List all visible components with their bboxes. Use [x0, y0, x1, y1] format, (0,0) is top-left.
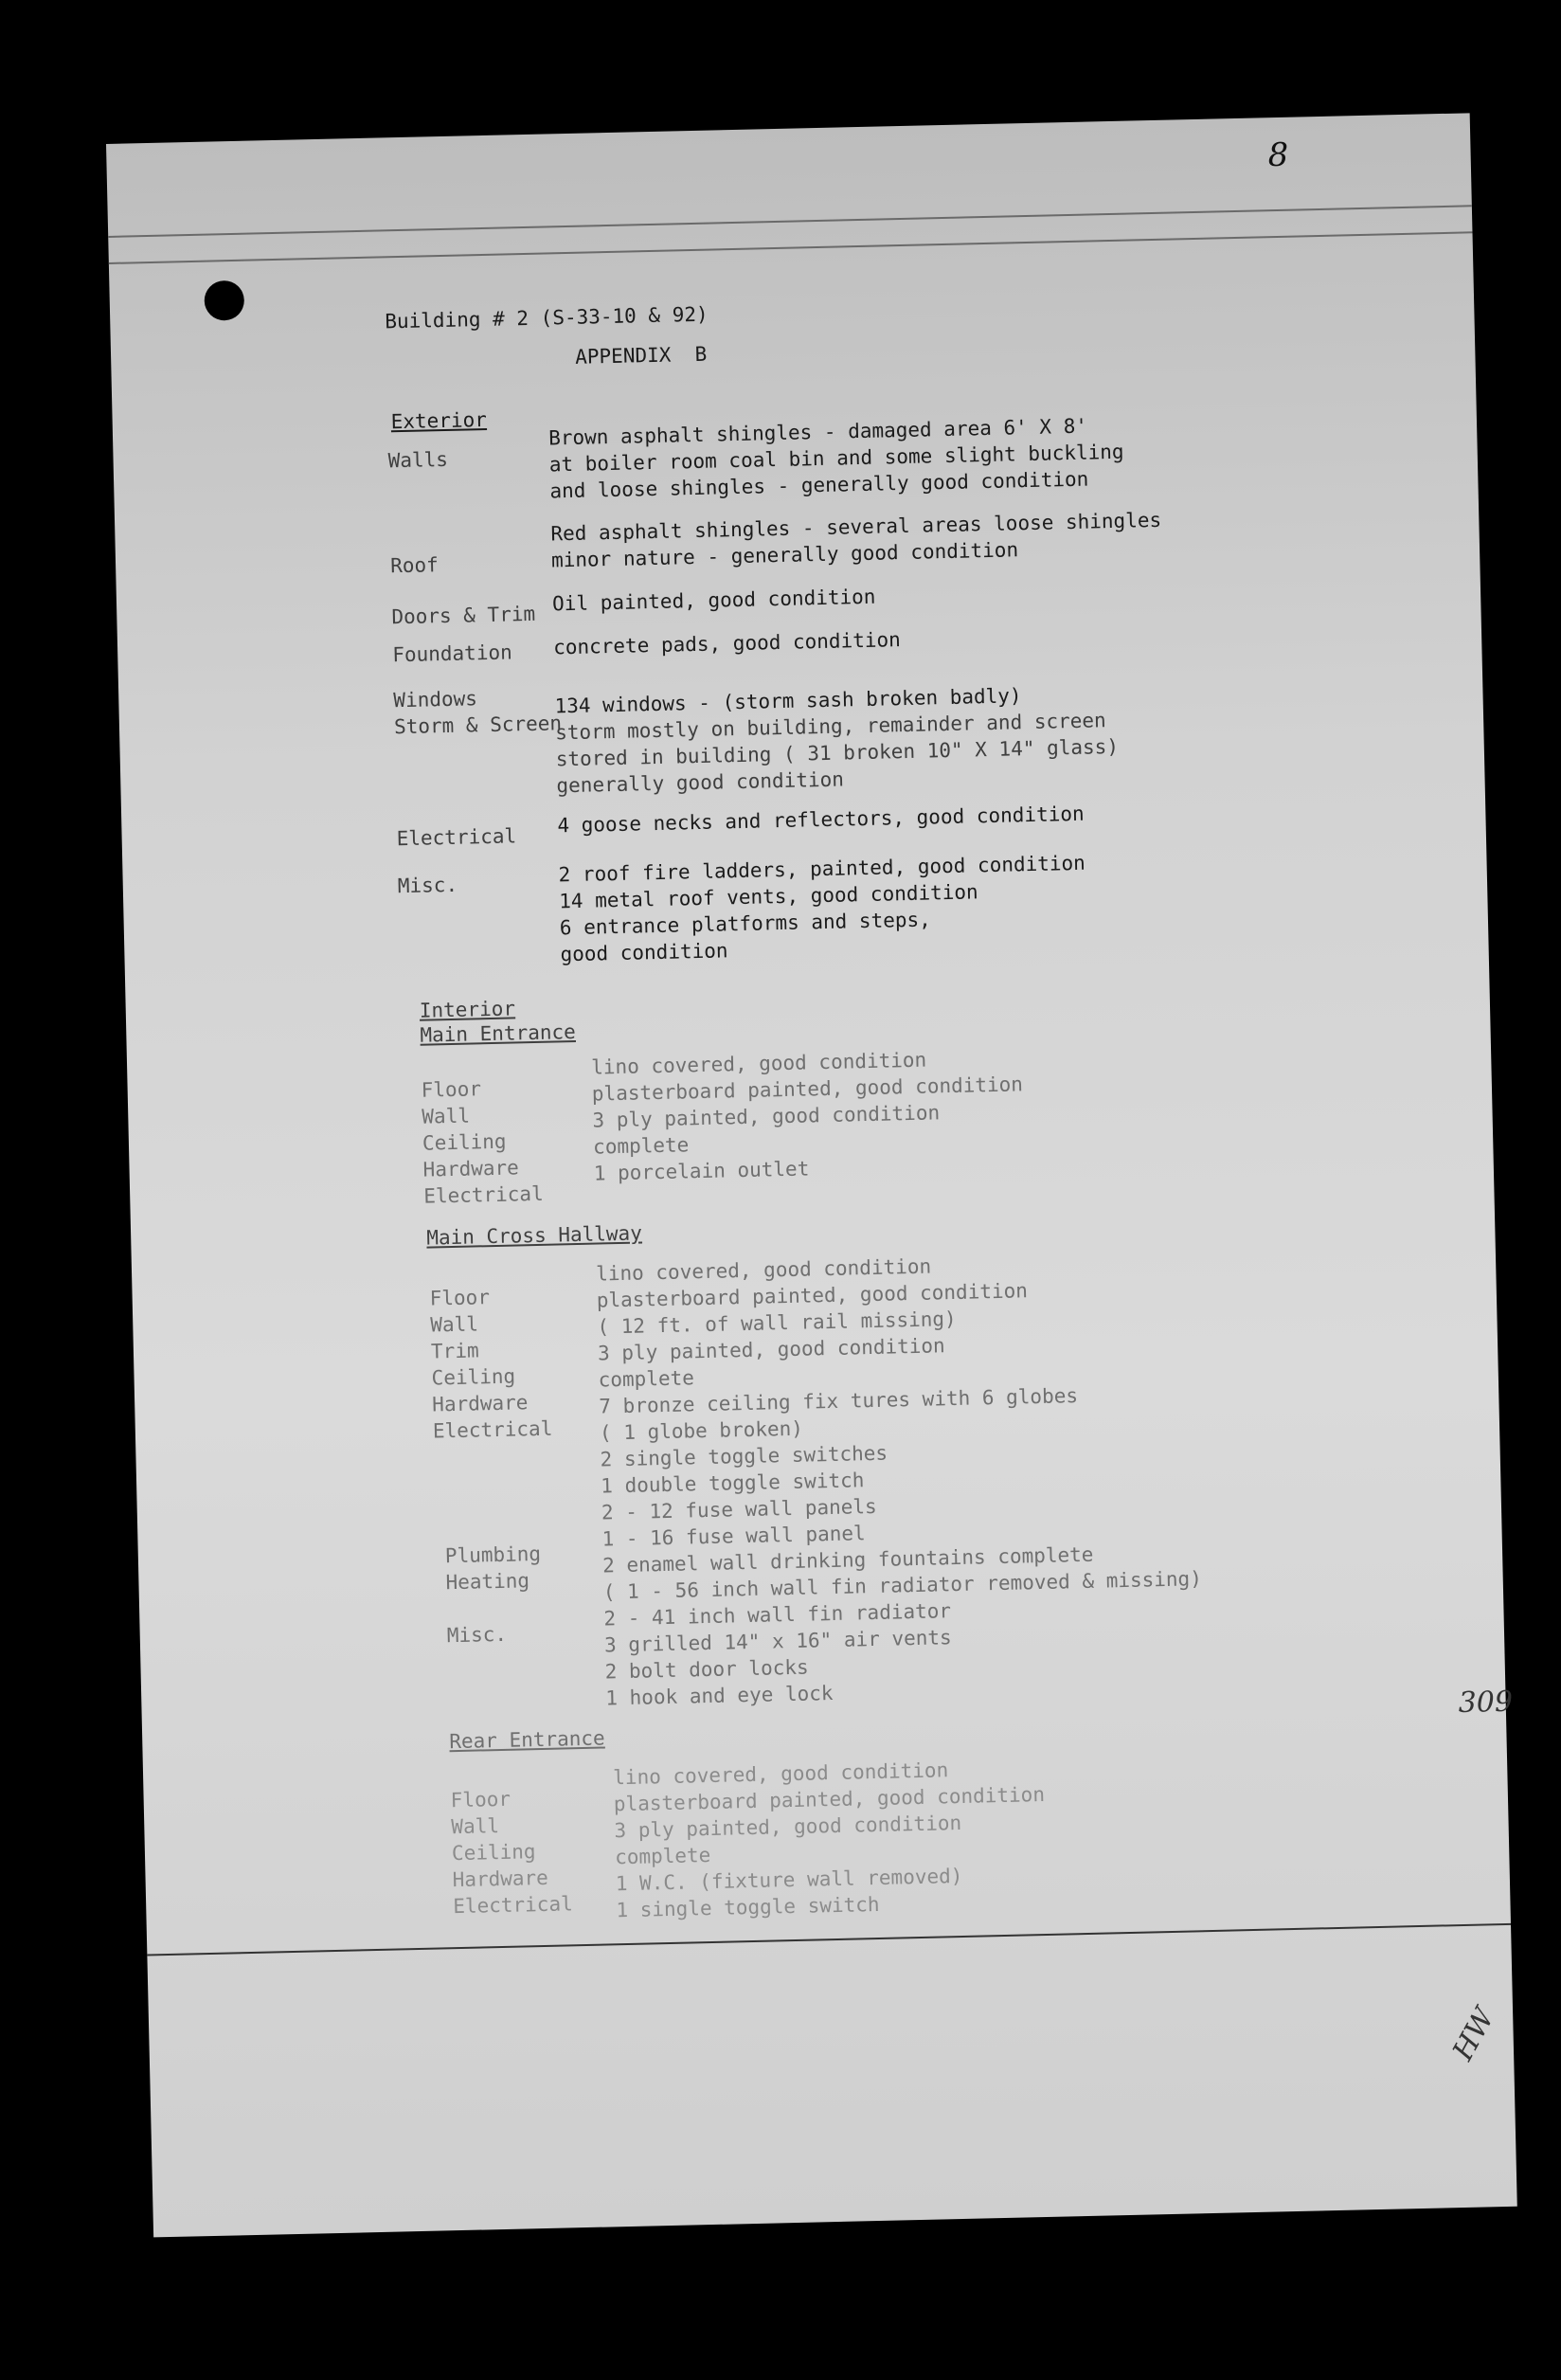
exterior-heading: Exterior — [390, 407, 488, 434]
row-value-line: 2 roof fire ladders, painted, good condition — [558, 851, 1086, 887]
row-value-line: Oil painted, good condition — [551, 585, 876, 616]
row-label: Doors & Trim — [391, 602, 536, 629]
hallway-labels-top: Floor Wall Trim Ceiling Hardware Electrical — [429, 1286, 553, 1443]
row-value-line: concrete pads, good condition — [552, 628, 902, 659]
row-label: Electrical — [396, 824, 517, 851]
row-value-line: Brown asphalt shingles - damaged area 6' X 8' — [547, 414, 1088, 450]
row-value-line: storm mostly on building, remainder and screen — [554, 709, 1106, 745]
page-number: 8 — [1267, 135, 1289, 175]
row-value-line: stored in building ( 31 broken 10" X 14" glass) — [555, 734, 1120, 771]
row-label: Foundation — [392, 640, 512, 667]
document-page — [106, 113, 1517, 2237]
row-label: Roof — [389, 553, 440, 578]
rear-entrance-values: lino covered, good condition plasterboard painted, good condition 3 ply painted, good condition complete 1 W.C. (fixture wall removed) 1 single toggle switch — [612, 1758, 1046, 1922]
rear-entrance-heading: Rear Entrance — [449, 1726, 605, 1754]
row-value-line: generally good condition — [556, 767, 845, 798]
rear-entrance-labels: Floor Wall Ceiling Hardware Electrical — [450, 1787, 573, 1919]
punch-hole — [204, 280, 244, 321]
bottom-rule — [147, 1923, 1511, 1956]
top-rule-secondary — [109, 231, 1473, 264]
row-value-line: minor nature - generally good condition — [550, 538, 1019, 572]
building-title: Building # 2 (S-33-10 & 92) — [385, 302, 709, 334]
row-label: Windows Storm & Screen — [393, 687, 563, 739]
row-value-line: 4 goose necks and reflectors, good condition — [557, 802, 1085, 838]
main-cross-hallway-heading: Main Cross Hallway — [426, 1221, 643, 1250]
handwritten-initials: HW — [1446, 2002, 1502, 2066]
row-value-line: 134 windows - (storm sash broken badly) — [554, 684, 1022, 718]
hallway-labels-bottom: Plumbing Heating Misc. — [444, 1542, 542, 1648]
handwritten-margin-number: 309 — [1458, 1685, 1514, 1721]
row-label: Misc. — [397, 873, 458, 898]
hallway-values: lino covered, good condition plasterboard painted, good condition ( 12 ft. of wall rail missing) 3 ply painted, good condition complete 7 bronze ceiling fix tures with 6 globes ( 1 globe broken) 2 single toggle switches 1 double toggle switch 2 - 12 fuse wall panels 1 - 16 fuse wall panel 2 enamel wall drinking fountains complete ( 1 - 56 inch wall fin radiator removed & missing) 2 - 41 inch wall fin radiator 3 grilled 14" x 16" air vents 2 bolt door locks 1 hook and eye lock — [595, 1254, 1203, 1710]
row-value-line: good condition — [560, 939, 728, 966]
row-value-line: and loose shingles - generally good condition — [549, 467, 1089, 503]
row-label: Walls — [387, 447, 449, 473]
main-entrance-labels: Floor Wall Ceiling Hardware Electrical — [421, 1077, 544, 1208]
row-value-line: at boiler room coal bin and some slight buckling — [548, 440, 1124, 477]
row-value-line: Red asphalt shingles - several areas loose shingles — [550, 508, 1162, 546]
interior-heading: Interior — [419, 997, 516, 1022]
row-value-line: 6 entrance platforms and steps, — [559, 908, 932, 940]
appendix-title: APPENDIX B — [574, 342, 708, 369]
top-rule — [108, 205, 1472, 238]
main-entrance-heading: Main Entrance — [420, 1019, 577, 1047]
main-entrance-values: lino covered, good condition plasterboard painted, good condition 3 ply painted, good condition complete 1 porcelain outlet — [590, 1048, 1024, 1185]
row-value-line: 14 metal roof vents, good condition — [558, 880, 978, 913]
